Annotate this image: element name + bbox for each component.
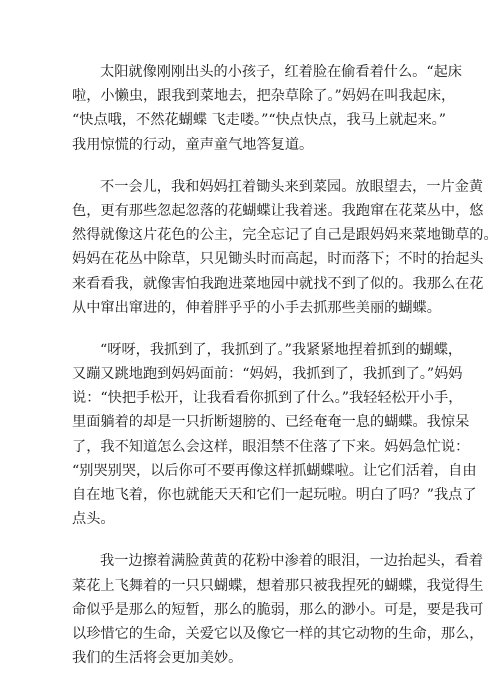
text-line: 太阳就像刚刚出头的小孩子，红着脸在偷看着什么。“起床 xyxy=(100,64,462,80)
paragraph-1 xyxy=(72,60,462,157)
text-line: 我们的生活将会更加美妙。 xyxy=(72,650,243,667)
text-line: 啦，小懒虫，跟我到菜地去，把杂草除了。”妈妈在叫我起床， xyxy=(72,88,456,105)
text-line: 然得就像这片花色的公主，完全忘记了自己是跟妈妈来菜地锄草的。 xyxy=(72,227,498,244)
text-line: 自在地飞着，你也就能天天和它们一起玩啦。明白了吗？”我点了 xyxy=(72,487,477,503)
text-line: “呀呀，我抓到了，我抓到了。”我紧紧地捏着抓到的蝴蝶， xyxy=(100,341,463,358)
paragraph-4 xyxy=(72,549,484,670)
text-line: 色，更有那些忽起忽落的花蝴蝶让我着迷。我跑窜在花菜丛中，悠 xyxy=(72,202,484,219)
text-line: 从中窜出窜进的，伸着胖乎乎的小手去抓那些美丽的蝴蝶。 xyxy=(72,299,441,316)
text-line: “快点哦，不然花蝴蝶 飞走喽。”“快点快点，我马上就起来。” xyxy=(72,112,447,129)
text-line: 菜花上飞舞着的一只只蝴蝶，想着那只被我捏死的蝴蝶，我觉得生 xyxy=(72,577,484,594)
text-line: 点头。 xyxy=(72,511,115,528)
text-line: 我一边擦着满脸黄黄的花粉中渗着的眼泪，一边抬起头，看着 xyxy=(100,553,484,570)
text-line: 命似乎是那么的短暂，那么的脆弱，那么的渺小。可是，要是我可 xyxy=(72,601,484,618)
text-line: 说：“快把手松开，让我看看你抓到了什么。”我轻轻松开小手， xyxy=(72,390,463,407)
text-line: 来看看我，就像害怕我跑进菜地园中就找不到了似的。我那么在花 xyxy=(72,275,484,292)
text-line: 妈妈在花丛中除草，只见锄头时而高起，时而落下；不时的抬起头 xyxy=(72,251,484,268)
text-line: 我用惊慌的行动，童声童气地答复道。 xyxy=(72,136,314,153)
paragraph-3 xyxy=(72,338,477,532)
article-body xyxy=(72,60,498,688)
text-line: 了，我不知道怎么会这样，眼泪禁不住落了下来。妈妈急忙说： xyxy=(72,438,470,455)
text-line: 以珍惜它的生命，关爱它以及像它一样的其它动物的生命，那么， xyxy=(72,625,484,642)
text-line: 里面躺着的却是一只折断翅膀的、已经奄奄一息的蝴蝶。我惊呆 xyxy=(72,414,470,431)
text-line: 不一会儿，我和妈妈扛着锄头来到菜园。放眼望去，一片金黄 xyxy=(100,178,484,195)
text-line: “别哭别哭，以后你可不要再像这样抓蝴蝶啦。让它们活着，自由 xyxy=(72,462,477,479)
paragraph-2 xyxy=(72,175,498,320)
text-line: 又蹦又跳地跑到妈妈面前：“妈妈，我抓到了，我抓到了。”妈妈 xyxy=(72,366,463,383)
